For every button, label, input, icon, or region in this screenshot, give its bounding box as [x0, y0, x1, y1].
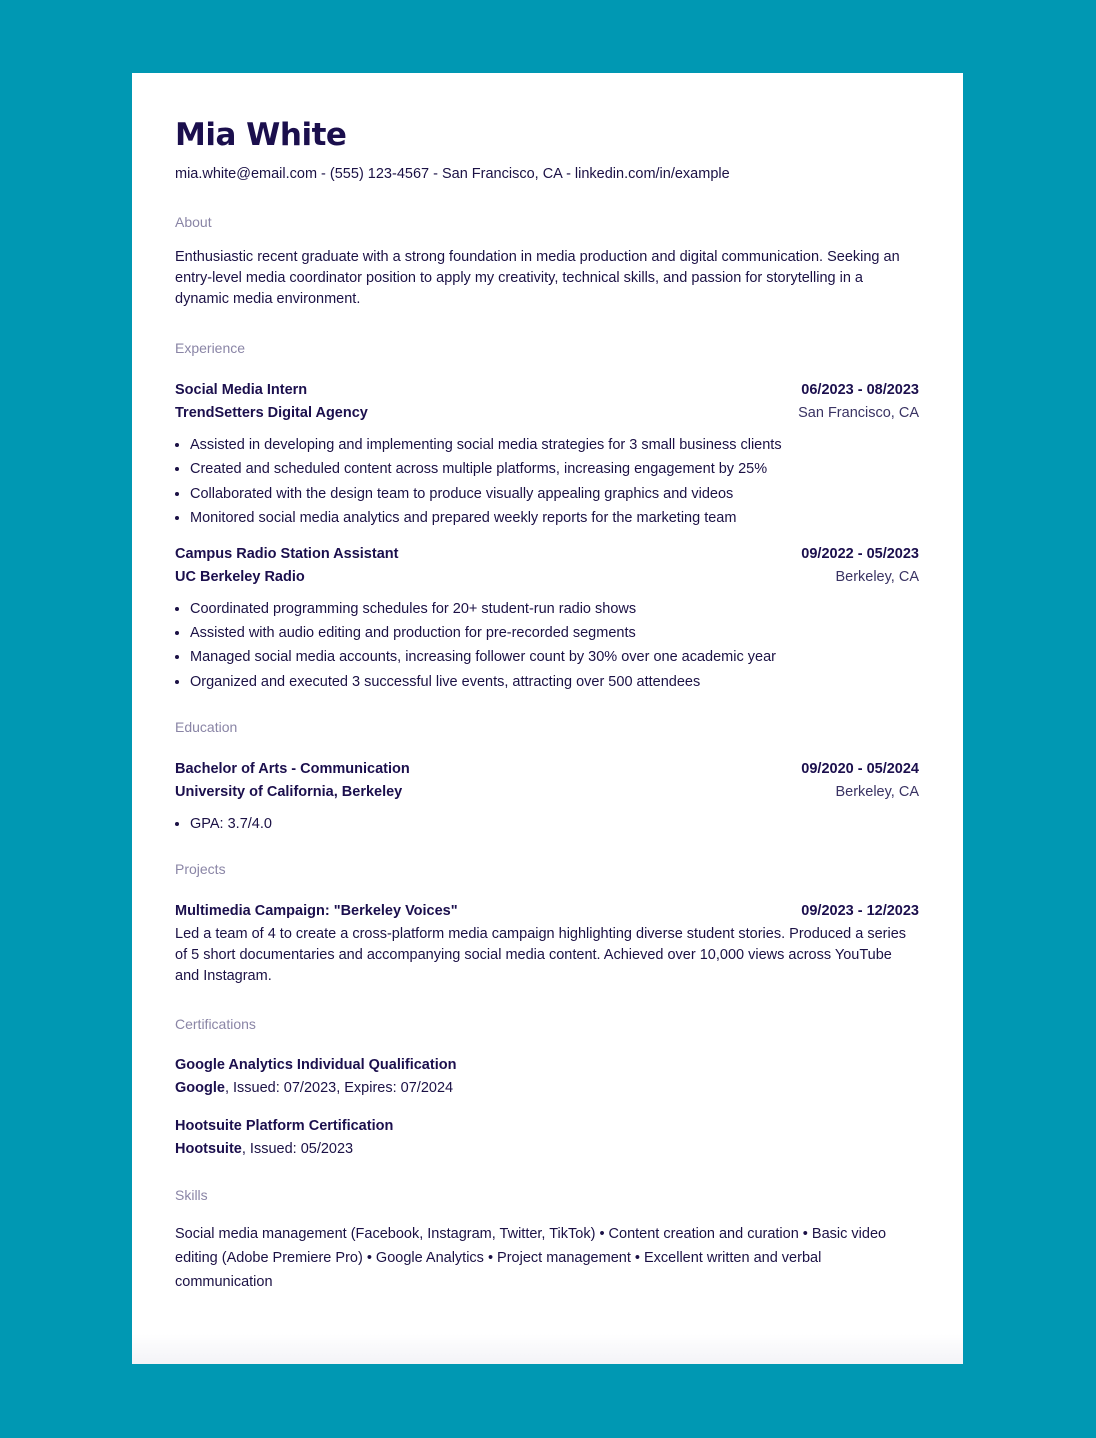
- about-text: Enthusiastic recent graduate with a strong foundation in media production and digital communication. Seeking an entry-level media coordinator position to apply my creativity, technical skills, and passion for storytelling in a dynamic media environment.: [175, 249, 900, 307]
- entry-subheader: [175, 403, 919, 423]
- section-title-skills: Skills: [175, 1186, 208, 1203]
- job-location: Berkeley, CA: [835, 568, 919, 585]
- section-title-education: Education: [175, 718, 238, 735]
- certification-name: Hootsuite Platform Certification: [175, 1117, 394, 1134]
- certification-dates: , Issued: 07/2023, Expires: 07/2024: [224, 1079, 454, 1096]
- school-name: University of California, Berkeley: [175, 783, 403, 800]
- list-item: • Managed social media accounts, increasing follower count by 30% over one academic year: [190, 647, 919, 667]
- job-dates: 06/2023 - 08/2023: [801, 382, 919, 398]
- list-item: • Assisted in developing and implementing social media strategies for 3 small business clients: [190, 435, 919, 455]
- list-item: • Created and scheduled content across multiple platforms, increasing engagement by 25%: [190, 459, 919, 479]
- candidate-name: Mia White: [175, 117, 347, 153]
- certification-entry-2: [175, 1116, 919, 1159]
- project-entry: [175, 901, 919, 987]
- company-name: UC Berkeley Radio: [175, 568, 305, 585]
- education-entry: [175, 759, 919, 834]
- job-title: Social Media Intern: [175, 382, 308, 398]
- list-item: • Organized and executed 3 successful live events, attracting over 500 attendees: [190, 672, 919, 692]
- project-description: Led a team of 4 to create a cross-platform media campaign highlighting diverse student stories. Produced a series of 5 short documentaries and accompanying social media content. Achieved over 10,000 views across YouTube and Instagram.: [175, 925, 907, 984]
- certification-name: Google Analytics Individual Qualification: [175, 1056, 457, 1073]
- resume-page: [132, 73, 963, 1364]
- certification-detail: [175, 1139, 919, 1159]
- entry-subheader: [175, 782, 919, 802]
- contact-line: mia.white@email.com - (555) 123-4567 - San Francisco, CA - linkedin.com/in/example: [175, 166, 730, 182]
- list-item: • Collaborated with the design team to produce visually appealing graphics and videos: [190, 484, 919, 504]
- experience-entry-2: [175, 544, 919, 692]
- degree-title: Bachelor of Arts - Communication: [175, 760, 410, 777]
- experience-entry-1: [175, 380, 919, 528]
- job-title: Campus Radio Station Assistant: [175, 545, 399, 562]
- bullet-list: [175, 435, 919, 528]
- school-location: Berkeley, CA: [835, 783, 919, 800]
- section-title-experience: Experience: [175, 340, 246, 356]
- certification-issuer: Hootsuite: [175, 1140, 242, 1157]
- section-title-projects: Projects: [175, 860, 226, 877]
- bullet-list: [175, 599, 919, 692]
- section-title-about: About: [175, 214, 212, 230]
- entry-header: [175, 380, 919, 400]
- list-item: • Coordinated programming schedules for 20+ student-run radio shows: [190, 599, 919, 619]
- section-title-certifications: Certifications: [175, 1015, 256, 1032]
- entry-subheader: [175, 567, 919, 587]
- certification-entry-1: [175, 1055, 919, 1098]
- job-location: San Francisco, CA: [798, 405, 919, 421]
- bullet-list: [175, 814, 919, 834]
- skills-list: Social media management (Facebook, Instagram, Twitter, TikTok) • Content creation and curation • Basic video editing (Adobe Premiere Pro) • Google Analytics • Project management • Excellent written and verbal communication: [175, 1225, 887, 1290]
- entry-header: [175, 544, 919, 564]
- entry-header: [175, 759, 919, 779]
- company-name: TrendSetters Digital Agency: [175, 405, 368, 421]
- project-dates: 09/2023 - 12/2023: [801, 902, 919, 919]
- list-item: • Assisted with audio editing and production for pre-recorded segments: [190, 623, 919, 643]
- list-item: • GPA: 3.7/4.0: [190, 814, 919, 834]
- certification-detail: [175, 1078, 919, 1098]
- education-dates: 09/2020 - 05/2024: [801, 760, 919, 777]
- job-dates: 09/2022 - 05/2023: [801, 545, 919, 562]
- project-name: Multimedia Campaign: "Berkeley Voices": [175, 902, 458, 919]
- certification-issuer: Google: [175, 1079, 225, 1096]
- certification-dates: , Issued: 05/2023: [241, 1140, 354, 1157]
- entry-header: [175, 901, 919, 921]
- list-item: • Monitored social media analytics and prepared weekly reports for the marketing team: [190, 508, 919, 528]
